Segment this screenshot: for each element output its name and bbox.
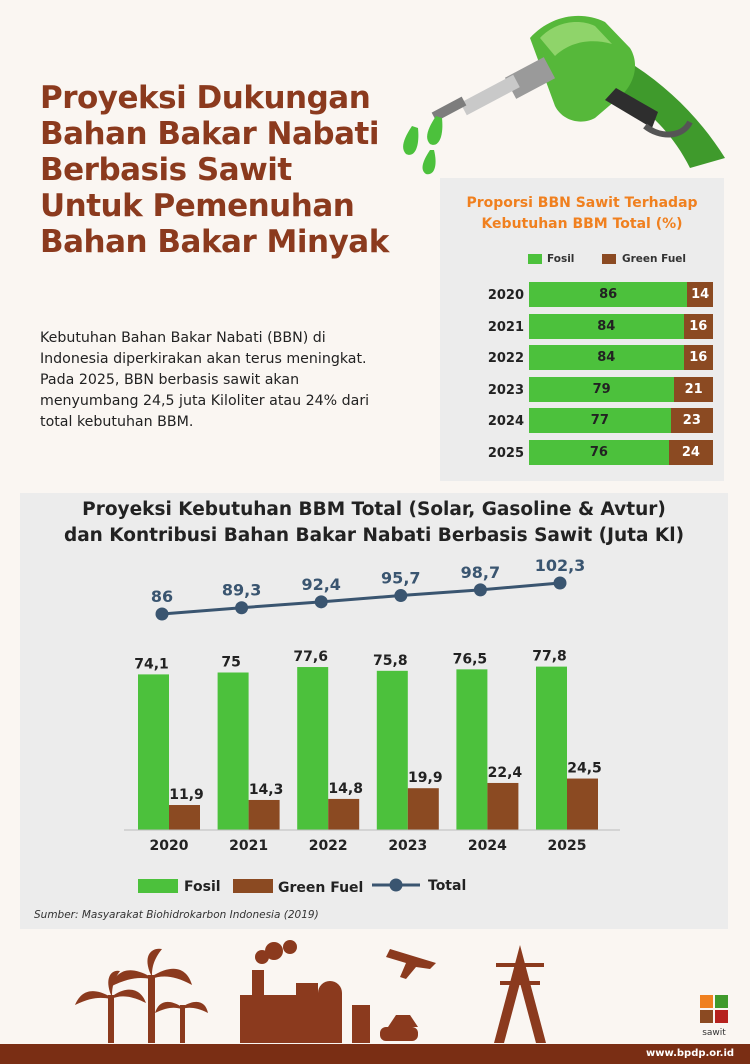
- total-point: [235, 601, 248, 614]
- fosil-value-label: 77,6: [293, 649, 328, 666]
- year-tick-label: 2025: [547, 838, 587, 854]
- legend-swatch-green-fuel: [602, 254, 616, 264]
- main-chart-panel: [20, 493, 728, 929]
- total-point: [315, 595, 328, 608]
- total-point: [394, 589, 407, 602]
- proportion-bar-green-fuel: 14: [687, 282, 713, 307]
- main-chart-svg: [20, 493, 728, 929]
- total-point: [156, 608, 169, 621]
- proportion-bar-fosil: 76: [529, 440, 669, 465]
- fosil-bar: [138, 674, 169, 830]
- proportion-bar: [529, 408, 713, 433]
- legend-swatch-fosil: [138, 879, 178, 893]
- total-value-label: 98,7: [460, 562, 501, 582]
- proportion-year-label: 2021: [487, 319, 524, 335]
- proportion-bar-fosil: 79: [529, 377, 674, 402]
- total-value-label: 92,4: [301, 574, 341, 594]
- sawit-logo: [700, 995, 728, 1038]
- fosil-value-label: 75,8: [373, 652, 408, 669]
- green-fuel-value-label: 14,3: [248, 781, 284, 798]
- total-point: [474, 583, 487, 596]
- title-line: Berbasis Sawit: [40, 152, 292, 188]
- green-fuel-bar: [487, 783, 518, 830]
- legend-point-total: [390, 879, 403, 892]
- proportion-bar-green-fuel: 16: [684, 345, 713, 370]
- proportion-bar: [529, 314, 713, 339]
- fuel-nozzle-icon: [390, 8, 750, 180]
- proportion-bar-fosil: 86: [529, 282, 687, 307]
- proportion-year-label: 2024: [487, 414, 524, 430]
- intro-paragraph: Kebutuhan Bahan Bakar Nabati (BBN) di Indonesia diperkirakan akan terus meningkat. Pada 2025, BBN berbasis sawit akan menyumbang 24,5 juta Kiloliter atau 24% dari total kebutuhan BBM.: [40, 330, 370, 430]
- proportion-bar: [529, 377, 713, 402]
- logo-text: sawit: [702, 1028, 726, 1038]
- legend-label-total: Total: [428, 878, 467, 894]
- proportion-bar-green-fuel: 23: [671, 408, 713, 433]
- fosil-bar: [218, 673, 249, 831]
- legend-swatch-fosil: [528, 254, 542, 264]
- proportion-bar-green-fuel: 16: [684, 314, 713, 339]
- year-tick-label: 2021: [229, 838, 269, 854]
- green-fuel-bar: [169, 805, 200, 830]
- title-line: Bahan Bakar Nabati: [40, 116, 379, 152]
- proportion-chart-panel: [440, 178, 724, 481]
- total-value-label: 102,3: [534, 556, 586, 575]
- title-line: Untuk Pemenuhan: [40, 188, 355, 224]
- green-fuel-bar: [567, 779, 598, 830]
- fosil-bar: [536, 667, 567, 830]
- total-value-label: 95,7: [381, 568, 421, 588]
- proportion-bar-fosil: 84: [529, 314, 684, 339]
- proportion-bar-green-fuel: 24: [669, 440, 713, 465]
- proportion-bar-fosil: 77: [529, 408, 671, 433]
- year-tick-label: 2024: [467, 838, 507, 854]
- fosil-value-label: 76,5: [452, 651, 488, 668]
- fosil-value-label: 74,1: [134, 656, 169, 673]
- fosil-value-label: 75: [221, 654, 241, 671]
- source-note: Sumber: Masyarakat Biohidrokarbon Indonesia (2019): [34, 909, 319, 921]
- total-value-label: 89,3: [221, 580, 262, 600]
- legend-swatch-green-fuel: [233, 879, 273, 893]
- green-fuel-value-label: 24,5: [567, 760, 602, 777]
- green-fuel-value-label: 14,8: [328, 780, 363, 797]
- year-tick-label: 2023: [388, 838, 428, 854]
- proportion-year-label: 2022: [487, 351, 524, 367]
- green-fuel-value-label: 11,9: [169, 787, 204, 804]
- page-title: [40, 80, 400, 260]
- main-title-line: Proyeksi Kebutuhan BBM Total (Solar, Gasoline & Avtur): [82, 499, 666, 520]
- total-value-label: 86: [150, 587, 174, 606]
- footer-band: [0, 1044, 750, 1064]
- legend-label-green-fuel: Green Fuel: [622, 253, 687, 265]
- legend-label-fosil: Fosil: [184, 879, 221, 895]
- proportion-bar: [529, 440, 713, 465]
- legend-label-fosil: Fosil: [547, 253, 575, 265]
- proportion-bar-green-fuel: 21: [674, 377, 713, 402]
- proportion-year-label: 2025: [487, 446, 524, 461]
- proportion-chart-title: [440, 193, 724, 235]
- green-fuel-bar: [328, 799, 359, 830]
- proportion-title-line: Proporsi BBN Sawit Terhadap: [466, 195, 698, 211]
- proportion-year-label: 2023: [487, 382, 524, 398]
- year-tick-label: 2020: [149, 838, 189, 854]
- legend-label-green-fuel: Green Fuel: [278, 880, 364, 896]
- proportion-bar-fosil: 84: [529, 345, 684, 370]
- green-fuel-value-label: 22,4: [487, 764, 523, 781]
- green-fuel-bar: [408, 788, 439, 830]
- proportion-year-label: 2020: [487, 288, 524, 303]
- year-tick-label: 2022: [308, 838, 348, 854]
- green-fuel-value-label: 19,9: [408, 770, 443, 787]
- fosil-bar: [297, 667, 328, 830]
- website-link[interactable]: www.bpdp.or.id: [646, 1048, 735, 1059]
- total-point: [554, 577, 567, 590]
- fosil-value-label: 77,8: [532, 648, 567, 665]
- title-line: Bahan Bakar Minyak: [40, 224, 389, 260]
- proportion-bar: [529, 282, 713, 307]
- proportion-title-line: Kebutuhan BBM Total (%): [481, 216, 683, 232]
- title-line: Proyeksi Dukungan: [40, 80, 371, 116]
- proportion-bar: [529, 345, 713, 370]
- fosil-bar: [377, 671, 408, 830]
- main-title-line: dan Kontribusi Bahan Bakar Nabati Berbasis Sawit (Juta Kl): [63, 525, 685, 546]
- green-fuel-bar: [249, 800, 280, 830]
- industry-skyline-illustration: [0, 935, 750, 1045]
- fosil-bar: [456, 669, 487, 830]
